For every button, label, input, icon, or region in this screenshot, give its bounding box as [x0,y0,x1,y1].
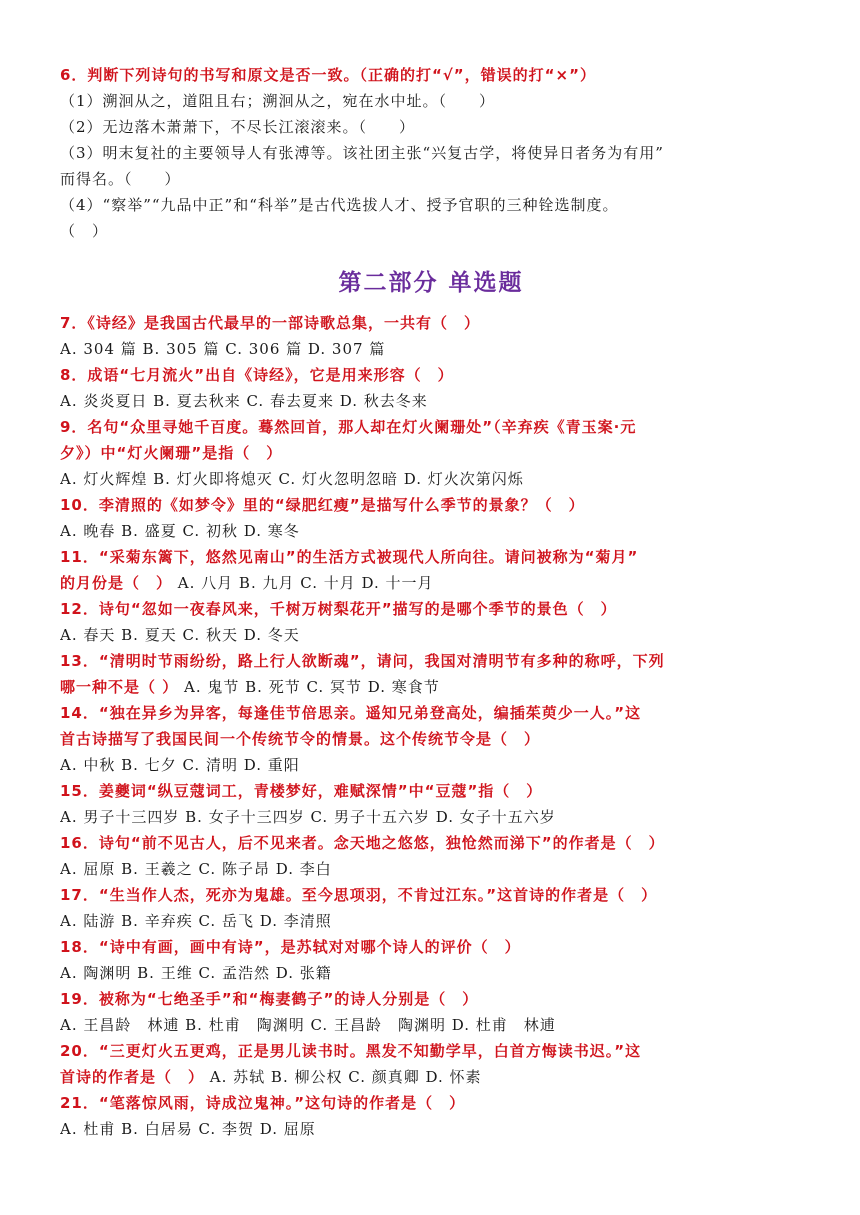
options-16: A. 屈原 B. 王羲之 C. 陈子昂 D. 李白 [60,860,332,878]
question-8: 8．成语“七月流火”出自《诗经》，它是用来形容（ ） [60,366,454,384]
question-9-cont: 夕》）中“灯火阑珊”是指（ ） [60,444,283,462]
options-17: A. 陆游 B. 辛弃疾 C. 岳飞 D. 李清照 [60,912,332,930]
options-12: A. 春天 B. 夏天 C. 秋天 D. 冬天 [60,626,300,644]
question-20-line2 [60,1064,802,1090]
question-11-line2 [60,570,802,596]
question-19: 19．被称为“七绝圣手”和“梅妻鹤子”的诗人分别是（ ） [60,990,479,1008]
question-11-cont: 的月份是（ ） [60,574,173,592]
question-7: 7．《诗经》是我国古代最早的一部诗歌总集，一共有（ ） [60,314,480,332]
options-14: A. 中秋 B. 七夕 C. 清明 D. 重阳 [60,756,300,774]
question-14-cont: 首古诗描写了我国民间一个传统节令的情景。这个传统节令是（ ） [60,730,541,748]
question-20-cont: 首诗的作者是（ ） [60,1068,205,1086]
question-14: 14．“独在异乡为异客，每逢佳节倍思亲。遥知兄弟登高处，编插茱萸少一人。”这 [60,704,642,722]
judge-item-3-cont: 而得名。（ ） [60,170,181,188]
options-10: A. 晚春 B. 盛夏 C. 初秋 D. 寒冬 [60,522,300,540]
question-13-line2 [60,674,802,700]
question-16: 16．诗句“前不见古人，后不见来者。念天地之悠悠，独怆然而涕下”的作者是（ ） [60,834,665,852]
question-20: 20．“三更灯火五更鸡，正是男儿读书时。黑发不知勤学早，白首方悔读书迟。”这 [60,1042,642,1060]
options-21: A. 杜甫 B. 白居易 C. 李贺 D. 屈原 [60,1120,316,1138]
options-11: A. 八月 B. 九月 C. 十月 D. 十一月 [177,574,434,592]
question-13: 13．“清明时节雨纷纷，路上行人欲断魂”，请问，我国对清明节有多种的称呼，下列 [60,652,665,670]
question-17: 17．“生当作人杰，死亦为鬼雄。至今思项羽，不肯过江东。”这首诗的作者是（ ） [60,886,658,904]
question-15: 15．姜夔词“纵豆蔻词工，青楼梦好，难赋深情”中“豆蔻”指（ ） [60,782,543,800]
options-8: A. 炎炎夏日 B. 夏去秋来 C. 春去夏来 D. 秋去冬来 [60,392,428,410]
options-19: A. 王昌龄 林逋 B. 杜甫 陶渊明 C. 王昌龄 陶渊明 D. 杜甫 林逋 [60,1016,556,1034]
judge-item-4-cont: （ ） [60,222,109,240]
question-21: 21．“笔落惊风雨，诗成泣鬼神。”这句诗的作者是（ ） [60,1094,466,1112]
question-9: 9．名句“众里寻她千百度。蓦然回首，那人却在灯火阑珊处”（辛弃疾《青玉案·元 [60,418,637,436]
question-12: 12．诗句“忽如一夜春风来，千树万树梨花开”描写的是哪个季节的景色（ ） [60,600,617,618]
options-18: A. 陶渊明 B. 王维 C. 孟浩然 D. 张籍 [60,964,332,982]
judge-item-3: （3）明末复社的主要领导人有张溥等。该社团主张“兴复古学，将使异日者务为有用” [60,144,664,162]
judge-item-4: （4）“察举”“九品中正”和“科举”是古代选拔人才、授予官职的三种铨选制度。 [60,196,619,214]
question-11: 11．“采菊东篱下，悠然见南山”的生活方式被现代人所向往。请问被称为“菊月” [60,548,639,566]
question-18: 18．“诗中有画，画中有诗”，是苏轼对对哪个诗人的评价（ ） [60,938,521,956]
judge-item-1: （1）溯洄从之，道阻且右；溯洄从之，宛在水中址。（ ） [60,92,496,110]
options-20: A. 苏轼 B. 柳公权 C. 颜真卿 D. 怀素 [209,1068,482,1086]
question-6: 6．判断下列诗句的书写和原文是否一致。（正确的打“√”，错误的打“×”） [60,66,596,84]
section-title: 第二部分 单选题 [338,270,524,296]
options-9: A. 灯火辉煌 B. 灯火即将熄灭 C. 灯火忽明忽暗 D. 灯火次第闪烁 [60,470,524,488]
question-10: 10．李清照的《如梦令》里的“绿肥红瘦”是描写什么季节的景象？（ ） [60,496,585,514]
question-13-cont: 哪一种不是（ ） [60,678,179,696]
judge-item-2: （2）无边落木萧萧下，不尽长江滚滚来。（ ） [60,118,416,136]
options-13: A. 鬼节 B. 死节 C. 冥节 D. 寒食节 [184,678,440,696]
options-15: A. 男子十三四岁 B. 女子十三四岁 C. 男子十五六岁 D. 女子十五六岁 [60,808,556,826]
options-7: A. 304 篇 B. 305 篇 C. 306 篇 D. 307 篇 [60,340,386,358]
